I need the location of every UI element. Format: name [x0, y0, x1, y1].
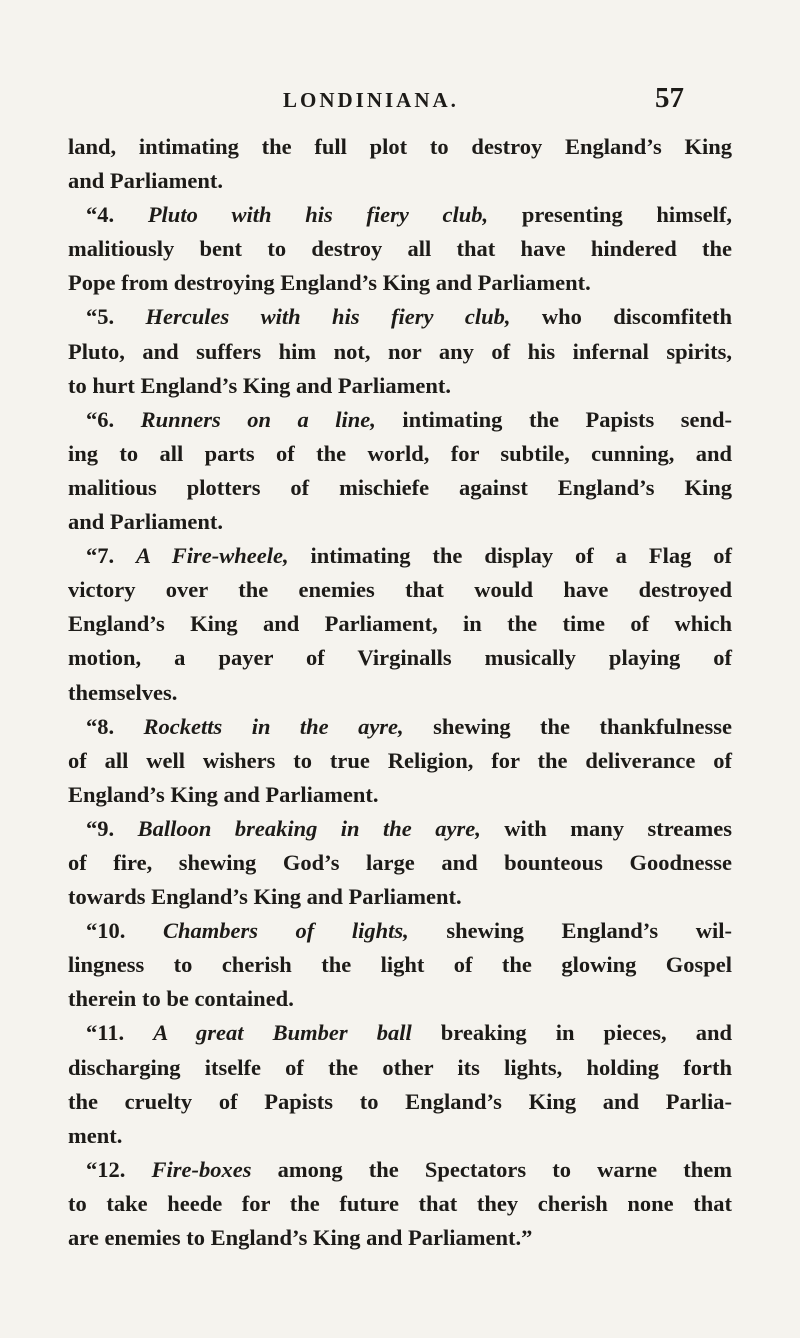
text-segment: England’s King and Parliament.	[68, 781, 379, 807]
text-line	[68, 778, 732, 812]
text-segment: to hurt England’s King and Parliament.	[68, 372, 451, 398]
text-segment: motion, a payer of Virginalls musically playing of	[68, 645, 732, 671]
text-segment: discharging itselfe of the other its lights, holding forth	[68, 1054, 732, 1080]
text-line	[68, 607, 732, 641]
text-line	[68, 880, 732, 914]
text-line	[68, 1051, 732, 1085]
text-line	[68, 505, 732, 539]
text-segment: are enemies to England’s King and Parliament.”	[68, 1225, 533, 1250]
text-segment: breaking in pieces, and	[411, 1020, 733, 1046]
text-line	[68, 164, 732, 198]
text-line	[68, 369, 732, 403]
italic-segment: Hercules with his fiery club,	[145, 304, 511, 330]
text-segment: themselves.	[68, 679, 178, 705]
text-segment: and Parliament.	[68, 168, 223, 194]
text-segment: with many streames	[480, 815, 733, 841]
text-segment: the cruelty of Papists to England’s King and Parlia-	[68, 1088, 732, 1114]
page-number: 57	[655, 82, 684, 114]
text-line	[68, 266, 732, 300]
text-segment: to take heede for the future that they cherish none that	[68, 1190, 732, 1216]
text-segment: presenting himself,	[488, 202, 733, 228]
text-segment: “5.	[86, 304, 146, 330]
italic-segment: Runners on a line,	[140, 406, 376, 432]
text-line	[68, 744, 732, 778]
text-segment: and Parliament.	[68, 509, 223, 535]
italic-segment: Fire-boxes	[151, 1156, 252, 1182]
text-segment: therein to be contained.	[68, 986, 294, 1012]
text-line	[68, 812, 732, 846]
text-segment: Pluto, and suffers him not, nor any of his infernal spirits,	[68, 338, 732, 364]
text-line	[68, 471, 732, 505]
text-segment: of all well wishers to true Religion, for the deliverance of	[68, 747, 732, 773]
text-line	[68, 846, 732, 880]
text-segment: land, intimating the full plot to destroy England’s King	[68, 134, 732, 159]
text-line	[68, 232, 732, 266]
text-line	[68, 198, 732, 232]
text-segment: who discomfiteth	[510, 304, 732, 330]
text-line	[68, 1153, 732, 1187]
text-segment: “12.	[86, 1156, 152, 1182]
text-segment: England’s King and Parliament, in the time of which	[68, 611, 732, 637]
text-segment: malitious plotters of mischiefe against England’s King	[68, 474, 732, 500]
text-segment: lingness to cherish the light of the glowing Gospel	[68, 952, 732, 978]
text-line	[68, 1119, 732, 1153]
text-segment: of fire, shewing God’s large and bounteous Goodnesse	[68, 849, 732, 875]
text-line	[68, 1085, 732, 1119]
text-line	[68, 335, 732, 369]
text-segment: “11.	[86, 1020, 154, 1046]
text-line	[68, 676, 732, 710]
text-segment: shewing England’s wil-	[408, 918, 732, 944]
text-segment: “9.	[86, 815, 138, 841]
text-line	[68, 539, 732, 573]
body-text	[68, 130, 732, 1255]
text-line	[68, 1187, 732, 1221]
text-segment: towards England’s King and Parliament.	[68, 884, 462, 910]
text-line	[68, 641, 732, 675]
text-segment: “10.	[86, 918, 163, 944]
text-line	[68, 437, 732, 471]
text-line	[68, 300, 732, 334]
text-line	[68, 914, 732, 948]
text-line	[68, 982, 732, 1016]
italic-segment: Rocketts in the ayre,	[143, 713, 404, 739]
italic-segment: Chambers of lights,	[162, 918, 409, 944]
text-segment: intimating the Papists send-	[375, 406, 733, 432]
running-head	[60, 82, 740, 122]
text-line	[68, 1221, 732, 1255]
text-segment: among the Spectators to warne them	[251, 1156, 732, 1182]
running-title: LONDINIANA.	[283, 88, 459, 112]
text-line	[68, 1016, 732, 1050]
italic-segment: A great Bumber ball	[153, 1020, 412, 1046]
text-segment: victory over the enemies that would have destroyed	[68, 577, 732, 603]
text-segment: malitiously bent to destroy all that have hindered the	[68, 236, 732, 262]
text-line	[68, 403, 732, 437]
text-segment: ing to all parts of the world, for subtile, cunning, and	[68, 440, 732, 466]
text-segment: “7.	[86, 543, 137, 569]
text-segment: ment.	[68, 1122, 123, 1148]
text-segment: Pope from destroying England’s King and Parliament.	[68, 270, 591, 296]
text-line	[68, 573, 732, 607]
text-segment: “4.	[86, 202, 148, 228]
text-segment: “6.	[86, 406, 141, 432]
text-segment: “8.	[86, 713, 144, 739]
text-line	[68, 710, 732, 744]
italic-segment: Pluto with his fiery club,	[147, 202, 489, 228]
italic-segment: A Fire-wheele,	[136, 543, 289, 569]
text-segment: shewing the thankfulnesse	[403, 713, 732, 739]
text-line	[68, 948, 732, 982]
italic-segment: Balloon breaking in the ayre,	[137, 815, 481, 841]
text-segment: intimating the display of a Flag of	[288, 543, 732, 569]
text-line	[68, 130, 732, 164]
